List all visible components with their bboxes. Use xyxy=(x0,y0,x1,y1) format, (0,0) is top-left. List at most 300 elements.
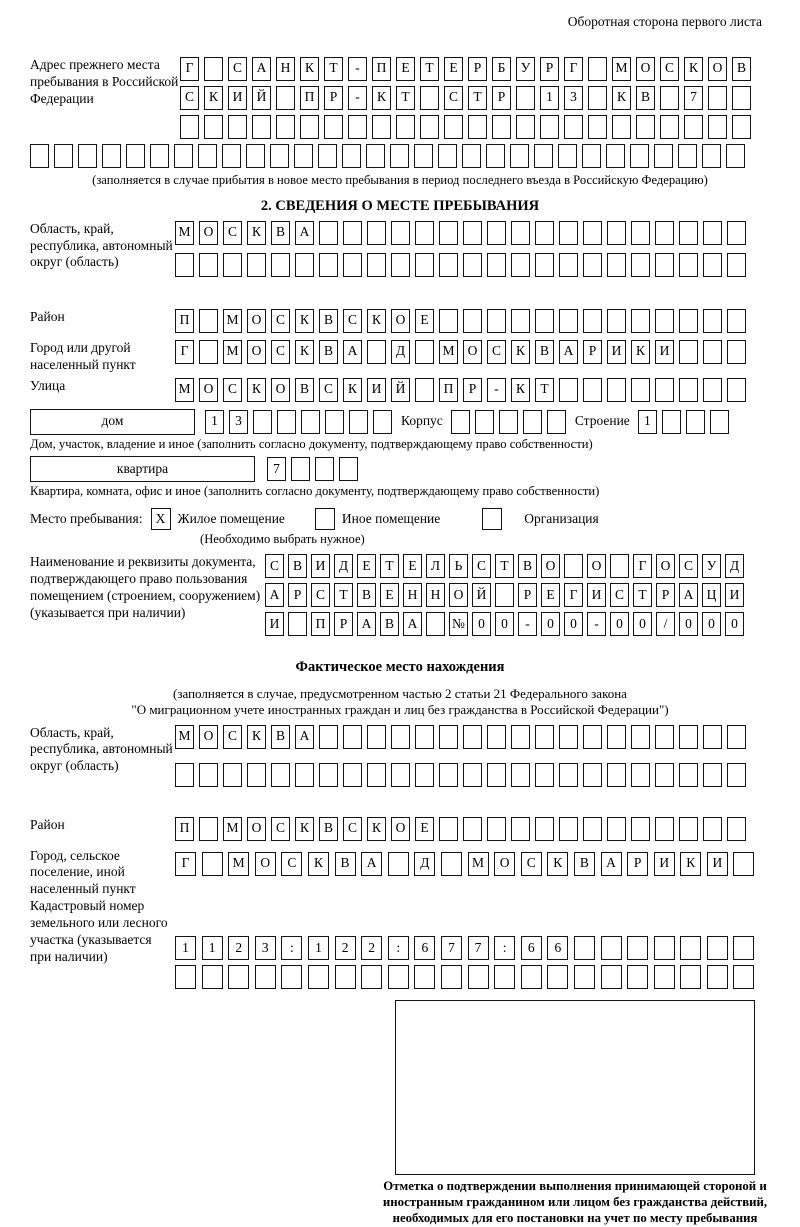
char-box xyxy=(703,309,722,333)
char-box xyxy=(391,221,410,245)
char-box xyxy=(468,115,487,139)
char-box: 1 xyxy=(202,936,223,960)
char-box xyxy=(415,340,434,364)
char-box xyxy=(494,965,515,989)
fact-gorod-label: Город, сельское поселение, иной населенный пункт xyxy=(30,847,136,897)
char-box: С xyxy=(265,554,284,578)
char-box: К xyxy=(343,378,362,402)
fact-title: Фактическое место нахождения xyxy=(295,658,505,675)
char-box xyxy=(343,253,362,277)
char-box: В xyxy=(271,725,290,749)
char-box: Т xyxy=(380,554,399,578)
char-box xyxy=(247,253,266,277)
char-box xyxy=(252,115,271,139)
char-box xyxy=(516,86,535,110)
doc-label: Наименование и реквизиты документа, подтверждающего право пользования помещением (строением, сооружением) (указывается при наличии) xyxy=(30,553,261,620)
char-box: О xyxy=(391,309,410,333)
char-box: Р xyxy=(492,86,511,110)
char-box xyxy=(204,115,223,139)
char-box: В xyxy=(380,612,399,636)
char-box: В xyxy=(319,817,338,841)
char-box: - xyxy=(348,57,367,81)
char-box: Р xyxy=(627,852,648,876)
char-box xyxy=(535,817,554,841)
stamp-caption: Отметка о подтверждении выполнения принимающей стороной и иностранным гражданином или лицом без гражданства действий, необходимых для его постановки на учет по месту пребывания xyxy=(382,1179,768,1226)
char-box-row xyxy=(175,253,751,277)
char-box-row xyxy=(175,221,751,245)
char-box xyxy=(270,144,289,168)
char-box: Р xyxy=(518,583,537,607)
char-box: М xyxy=(175,221,194,245)
char-box xyxy=(463,309,482,333)
char-box: С xyxy=(271,309,290,333)
char-box: 7 xyxy=(684,86,703,110)
char-box xyxy=(612,115,631,139)
char-box xyxy=(102,144,121,168)
char-box: М xyxy=(223,340,242,364)
char-box-row xyxy=(638,410,734,434)
char-box xyxy=(415,763,434,787)
char-box xyxy=(372,115,391,139)
char-box xyxy=(468,965,489,989)
char-box xyxy=(247,763,266,787)
char-box xyxy=(583,221,602,245)
char-box xyxy=(535,221,554,245)
char-box: 7 xyxy=(468,936,489,960)
char-box: 6 xyxy=(547,936,568,960)
char-box xyxy=(588,57,607,81)
char-box: Р xyxy=(540,57,559,81)
char-box: Р xyxy=(334,612,353,636)
oblast-field xyxy=(30,221,770,309)
char-box xyxy=(439,221,458,245)
char-box: К xyxy=(300,57,319,81)
char-box: 7 xyxy=(267,457,286,481)
char-box: № xyxy=(449,612,468,636)
char-box xyxy=(583,253,602,277)
char-box xyxy=(703,221,722,245)
char-box-row-full xyxy=(30,144,770,168)
kadastr-rows xyxy=(175,936,760,994)
char-box xyxy=(487,763,506,787)
char-box xyxy=(559,378,578,402)
char-box xyxy=(559,817,578,841)
char-box: С xyxy=(281,852,302,876)
char-box: И xyxy=(707,852,728,876)
char-box: С xyxy=(180,86,199,110)
char-box xyxy=(655,309,674,333)
char-box: Н xyxy=(403,583,422,607)
char-box: С xyxy=(444,86,463,110)
char-box xyxy=(727,725,746,749)
char-box: Д xyxy=(334,554,353,578)
char-box xyxy=(367,221,386,245)
char-box: П xyxy=(175,309,194,333)
char-box: К xyxy=(247,378,266,402)
char-box: М xyxy=(175,725,194,749)
char-box-row xyxy=(265,583,748,607)
char-box xyxy=(686,410,705,434)
char-box xyxy=(702,144,721,168)
char-box xyxy=(300,115,319,139)
char-box xyxy=(679,309,698,333)
char-box xyxy=(655,725,674,749)
char-box-row xyxy=(175,763,751,787)
char-box: В xyxy=(295,378,314,402)
dom-box: дом xyxy=(30,409,195,435)
char-box: В xyxy=(535,340,554,364)
char-box: Т xyxy=(324,57,343,81)
char-box xyxy=(708,115,727,139)
char-box: Е xyxy=(357,554,376,578)
place-type-row xyxy=(30,508,770,530)
char-box: С xyxy=(343,817,362,841)
char-box: : xyxy=(494,936,515,960)
char-box xyxy=(439,817,458,841)
char-box-row xyxy=(175,817,751,841)
option-organizatsiya-label: Организация xyxy=(524,510,599,526)
char-box: И xyxy=(367,378,386,402)
char-box xyxy=(373,410,392,434)
char-box xyxy=(202,965,223,989)
char-box: В xyxy=(335,852,356,876)
char-box xyxy=(583,817,602,841)
char-box: У xyxy=(516,57,535,81)
char-box: Р xyxy=(324,86,343,110)
char-box xyxy=(703,378,722,402)
char-box: 0 xyxy=(564,612,583,636)
char-box: К xyxy=(372,86,391,110)
page-header: Оборотная сторона первого листа xyxy=(567,14,762,29)
char-box xyxy=(583,725,602,749)
char-box xyxy=(175,763,194,787)
oblast-rows xyxy=(175,221,751,282)
char-box xyxy=(732,86,751,110)
char-box: В xyxy=(574,852,595,876)
char-box: С xyxy=(521,852,542,876)
char-box: П xyxy=(372,57,391,81)
char-box xyxy=(535,253,554,277)
char-box xyxy=(540,115,559,139)
char-box: 0 xyxy=(633,612,652,636)
char-box: К xyxy=(684,57,703,81)
char-box xyxy=(559,309,578,333)
char-box: О xyxy=(494,852,515,876)
char-box xyxy=(444,115,463,139)
dom-caption: Дом, участок, владение и иное (заполнить согласно документу, подтверждающему право собственности) xyxy=(30,436,593,451)
char-box xyxy=(487,817,506,841)
char-box xyxy=(367,340,386,364)
char-box xyxy=(255,965,276,989)
char-box xyxy=(631,309,650,333)
section-2-title: 2. СВЕДЕНИЯ О МЕСТЕ ПРЕБЫВАНИЯ xyxy=(260,197,540,214)
char-box: Г xyxy=(564,57,583,81)
doc-rows xyxy=(265,554,748,641)
char-box: В xyxy=(518,554,537,578)
char-box xyxy=(223,253,242,277)
char-box xyxy=(294,144,313,168)
char-box: 2 xyxy=(228,936,249,960)
char-box: К xyxy=(295,340,314,364)
char-box xyxy=(487,309,506,333)
char-box: О xyxy=(255,852,276,876)
char-box xyxy=(391,725,410,749)
char-box xyxy=(607,378,626,402)
char-box xyxy=(601,936,622,960)
char-box xyxy=(223,763,242,787)
char-box: Й xyxy=(252,86,271,110)
char-box-row xyxy=(175,378,751,402)
char-box: А xyxy=(601,852,622,876)
char-box xyxy=(281,965,302,989)
char-box-row xyxy=(265,554,748,578)
raion-label: Район xyxy=(30,308,65,324)
char-box xyxy=(388,852,409,876)
char-box xyxy=(315,457,334,481)
char-box xyxy=(684,115,703,139)
char-box: Т xyxy=(334,583,353,607)
char-box xyxy=(583,309,602,333)
char-box: О xyxy=(656,554,675,578)
char-box xyxy=(319,725,338,749)
fact-raion-label: Район xyxy=(30,816,65,832)
char-box-row xyxy=(175,340,751,364)
char-box: Б xyxy=(492,57,511,81)
fact-oblast-field xyxy=(30,725,770,817)
char-box: В xyxy=(357,583,376,607)
char-box xyxy=(610,554,629,578)
checkbox-zhiloe-pomeshchenie: X xyxy=(151,508,171,530)
char-box: О xyxy=(708,57,727,81)
char-box: О xyxy=(636,57,655,81)
char-box: К xyxy=(631,340,650,364)
char-box xyxy=(271,253,290,277)
char-box xyxy=(727,253,746,277)
char-box xyxy=(202,852,223,876)
char-box: В xyxy=(271,221,290,245)
char-box: Т xyxy=(495,554,514,578)
char-box xyxy=(438,144,457,168)
char-box xyxy=(246,144,265,168)
char-box xyxy=(703,725,722,749)
char-box: О xyxy=(271,378,290,402)
char-box xyxy=(535,309,554,333)
char-box xyxy=(54,144,73,168)
char-box xyxy=(511,253,530,277)
char-box xyxy=(319,763,338,787)
char-box xyxy=(451,410,470,434)
char-box: Л xyxy=(426,554,445,578)
char-box xyxy=(414,965,435,989)
char-box xyxy=(631,817,650,841)
gorod-label: Город или другой населенный пункт xyxy=(30,339,136,372)
char-box xyxy=(727,309,746,333)
char-box: Е xyxy=(403,554,422,578)
char-box xyxy=(654,936,675,960)
char-box: 7 xyxy=(441,936,462,960)
char-box: С xyxy=(223,378,242,402)
char-box xyxy=(222,144,241,168)
char-box xyxy=(415,253,434,277)
char-box: А xyxy=(357,612,376,636)
char-box xyxy=(342,144,361,168)
char-box xyxy=(415,221,434,245)
char-box: Е xyxy=(396,57,415,81)
char-box xyxy=(631,725,650,749)
fact-gorod-field xyxy=(30,848,770,899)
char-box: К xyxy=(612,86,631,110)
char-box: О xyxy=(247,817,266,841)
char-box xyxy=(339,457,358,481)
char-box xyxy=(680,965,701,989)
char-box: - xyxy=(487,378,506,402)
char-box xyxy=(366,144,385,168)
char-box xyxy=(391,253,410,277)
char-box xyxy=(343,725,362,749)
char-box xyxy=(295,253,314,277)
char-box: И xyxy=(265,612,284,636)
char-box: 6 xyxy=(414,936,435,960)
char-box xyxy=(335,965,356,989)
prev-address-label: Адрес прежнего места пребывания в Российской Федерации xyxy=(30,56,179,106)
char-box xyxy=(583,378,602,402)
char-box: С xyxy=(472,554,491,578)
char-box xyxy=(601,965,622,989)
char-box xyxy=(727,340,746,364)
char-box xyxy=(631,253,650,277)
char-box xyxy=(607,309,626,333)
char-box xyxy=(732,115,751,139)
char-box: Е xyxy=(541,583,560,607)
confirmation-stamp-box xyxy=(395,1000,755,1175)
char-box xyxy=(679,817,698,841)
char-box: В xyxy=(319,340,338,364)
char-box xyxy=(30,144,49,168)
char-box: Й xyxy=(472,583,491,607)
char-box xyxy=(679,725,698,749)
char-box: С xyxy=(679,554,698,578)
char-box: Г xyxy=(175,340,194,364)
char-box xyxy=(343,221,362,245)
char-box xyxy=(367,253,386,277)
char-box: О xyxy=(449,583,468,607)
char-box xyxy=(627,936,648,960)
char-box: 1 xyxy=(205,410,224,434)
char-box: Й xyxy=(391,378,410,402)
checkbox-inoe-pomeshchenie xyxy=(315,508,335,530)
char-box xyxy=(523,410,542,434)
char-box xyxy=(574,965,595,989)
kvartira-row xyxy=(30,456,770,482)
char-box: К xyxy=(511,340,530,364)
char-box-row xyxy=(180,57,756,81)
char-box: А xyxy=(295,725,314,749)
char-box: Е xyxy=(380,583,399,607)
char-box xyxy=(559,763,578,787)
char-box xyxy=(463,817,482,841)
char-box xyxy=(547,410,566,434)
char-box xyxy=(535,763,554,787)
char-box xyxy=(391,763,410,787)
char-box xyxy=(733,965,754,989)
char-box: И xyxy=(311,554,330,578)
char-box: Р xyxy=(656,583,675,607)
char-box: С xyxy=(223,725,242,749)
char-box xyxy=(420,115,439,139)
char-box: 3 xyxy=(255,936,276,960)
raion-field xyxy=(30,309,770,338)
char-box xyxy=(325,410,344,434)
char-box: 1 xyxy=(540,86,559,110)
char-box xyxy=(703,253,722,277)
char-box xyxy=(390,144,409,168)
char-box xyxy=(319,221,338,245)
char-box xyxy=(291,457,310,481)
char-box: О xyxy=(247,309,266,333)
fact-caption-2: "О миграционном учете иностранных граждан и лиц без гражданства в Российской Федерации") xyxy=(131,702,669,718)
char-box: И xyxy=(725,583,744,607)
fact-caption-1: (заполняется в случае, предусмотренном частью 2 статьи 21 Федерального закона xyxy=(173,686,627,702)
char-box: Г xyxy=(175,852,196,876)
char-box: 0 xyxy=(541,612,560,636)
char-box xyxy=(679,378,698,402)
char-box: К xyxy=(367,309,386,333)
char-box: Н xyxy=(276,57,295,81)
char-box xyxy=(511,725,530,749)
char-box-row xyxy=(265,612,748,636)
char-box xyxy=(521,965,542,989)
char-box xyxy=(487,221,506,245)
char-box xyxy=(733,936,754,960)
char-box xyxy=(199,763,218,787)
char-box: С xyxy=(343,309,362,333)
char-box xyxy=(510,144,529,168)
char-box xyxy=(574,936,595,960)
char-box: - xyxy=(587,612,606,636)
char-box: 3 xyxy=(229,410,248,434)
char-box xyxy=(679,221,698,245)
char-box xyxy=(420,86,439,110)
char-box: И xyxy=(655,340,674,364)
char-box xyxy=(535,725,554,749)
char-box-row xyxy=(175,309,751,333)
prev-address-caption: (заполняется в случае прибытия в новое место пребывания в период последнего въезда в Российскую Федерацию) xyxy=(92,172,708,187)
char-box: С xyxy=(660,57,679,81)
char-box-row xyxy=(175,936,760,960)
char-box xyxy=(318,144,337,168)
char-box xyxy=(319,253,338,277)
char-box: О xyxy=(199,725,218,749)
char-box xyxy=(636,115,655,139)
char-box: В xyxy=(732,57,751,81)
char-box: У xyxy=(702,554,721,578)
korpus-label: Корпус xyxy=(401,413,443,429)
char-box xyxy=(396,115,415,139)
char-box xyxy=(564,115,583,139)
char-box: 0 xyxy=(702,612,721,636)
char-box xyxy=(174,144,193,168)
char-box xyxy=(654,965,675,989)
char-box: / xyxy=(656,612,675,636)
char-box: О xyxy=(541,554,560,578)
char-box xyxy=(707,936,728,960)
char-box: 3 xyxy=(564,86,583,110)
char-box xyxy=(475,410,494,434)
char-box xyxy=(703,763,722,787)
kvartira-box: квартира xyxy=(30,456,255,482)
char-box xyxy=(78,144,97,168)
char-box xyxy=(733,852,754,876)
